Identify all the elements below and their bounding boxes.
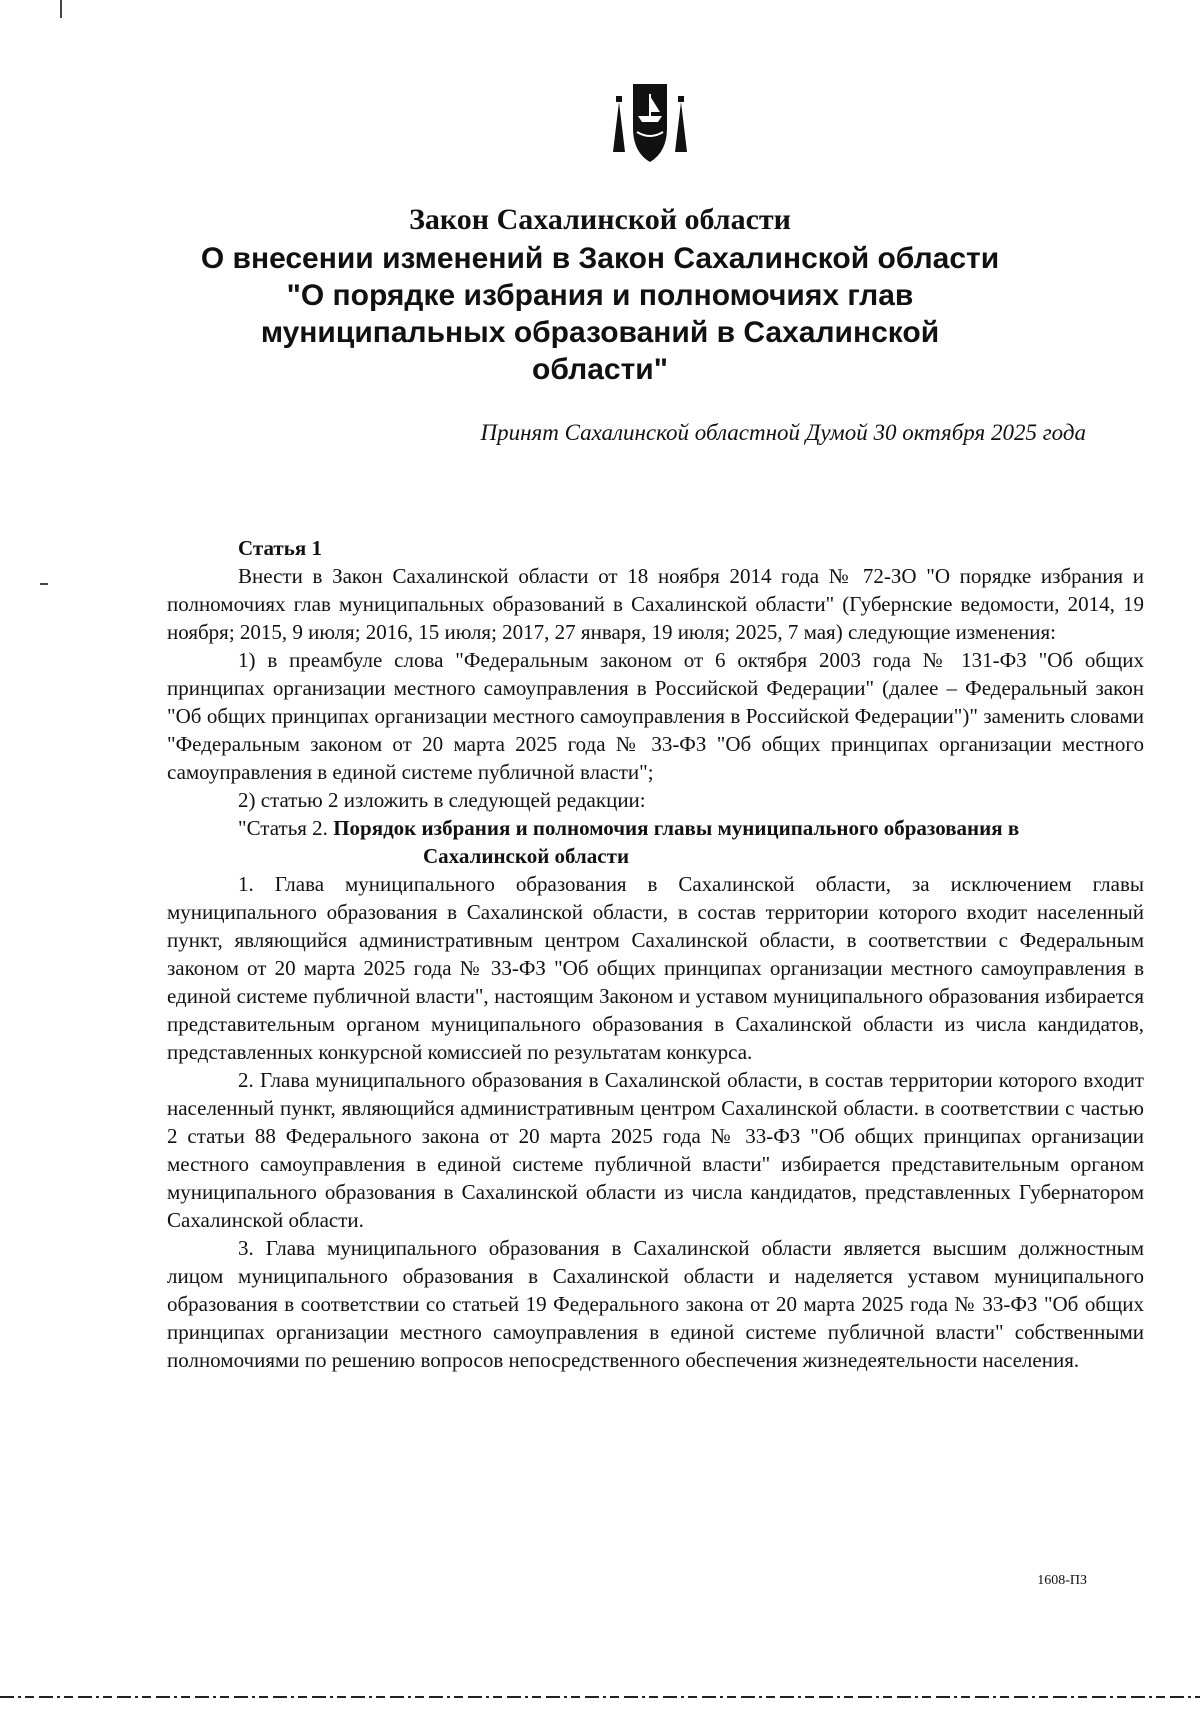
article-2-heading (167, 814, 1144, 842)
article-2-paragraph-3: 3. Глава муниципального образования в Сахалинской области является высшим должностным лицом муниципального образования в Сахалинской области и наделяется уставом муниципального образования в соответствии со статьей 19 Федерального закона от 20 марта 2025 года № 33-ФЗ "Об общих принципах организации местного самоуправления в единой системе публичной власти" собственными полномочиями по решению вопросов непосредственного обеспечения жизнедеятельности населения. (167, 1236, 1144, 1372)
document-code: 1608-ПЗ (1037, 1573, 1087, 1588)
article-2-title: Порядок избрания и полномочия главы муниципального образования в (333, 816, 1020, 840)
article-1-intro: Внести в Закон Сахалинской области от 18 ноября 2014 года № 72-ЗО "О порядке избрания и полномочиях глав муниципальных образований в Сахалинской области" (Губернские ведомости, 2014, 19 ноября; 2015, 9 июля; 2016, 15 июля; 2017, 27 января, 19 июля; 2025, 7 мая) следующие изменения: (167, 564, 1144, 644)
article-2-label: "Статья 2. (238, 816, 328, 840)
law-body (167, 534, 1144, 1374)
amendment-item-1: 1) в преамбуле слова "Федеральным законом от 6 октября 2003 года № 131-ФЗ "Об общих принципах организации местного самоуправления в Российской Федерации" (далее – Федеральный закон "Об общих принципах организации местного самоуправления в Российской Федерации")" заменить словами "Федеральным законом от 20 марта 2025 года № 33-ФЗ "Об общих принципах организации местного самоуправления в единой системе публичной власти"; (167, 648, 1144, 784)
coat-of-arms-icon (611, 82, 689, 168)
law-title: Закон Сахалинской области (409, 203, 791, 236)
article-2-title-continued: Сахалинской области (423, 844, 630, 868)
article-2-paragraph-1: 1. Глава муниципального образования в Сахалинской области, за исключением главы муниципального образования в Сахалинской области, в состав территории которого входит населенный пункт, являющийся административным центром Сахалинской области, в соответствии с Федеральным законом от 20 марта 2025 года № 33-ФЗ "Об общих принципах организации местного самоуправления в единой системе публичной власти", настоящим Законом и уставом муниципального образования избирается представительным органом муниципального образования в Сахалинской области из числа кандидатов, представленных конкурсной комиссией по результатам конкурса. (167, 872, 1144, 1064)
article-1-heading: Статья 1 (238, 536, 322, 560)
article-2-paragraph-2: 2. Глава муниципального образования в Сахалинской области, в состав территории которого входит населенный пункт, являющийся административным центром Сахалинской области. в соответствии с частью 2 статьи 88 Федерального закона от 20 марта 2025 года № 33-ФЗ "Об общих принципах организации местного самоуправления в единой системе публичной власти" избирается представительным органом муниципального образования в Сахалинской области из числа кандидатов, представленных Губернатором Сахалинской области. (167, 1068, 1144, 1232)
scan-bottom-line (0, 1690, 1200, 1704)
adoption-note: Принят Сахалинской областной Думой 30 октября 2025 года (480, 420, 1086, 445)
scan-edge-mark (60, 0, 62, 18)
title-block (200, 200, 1000, 388)
amendment-item-2: 2) статью 2 изложить в следующей редакции: (238, 788, 646, 812)
scan-edge-mark (40, 583, 48, 585)
law-subtitle: О внесении изменений в Закон Сахалинской области "О порядке избрания и полномочиях глав муниципальных образований в Сахалинской области" (200, 242, 1000, 386)
